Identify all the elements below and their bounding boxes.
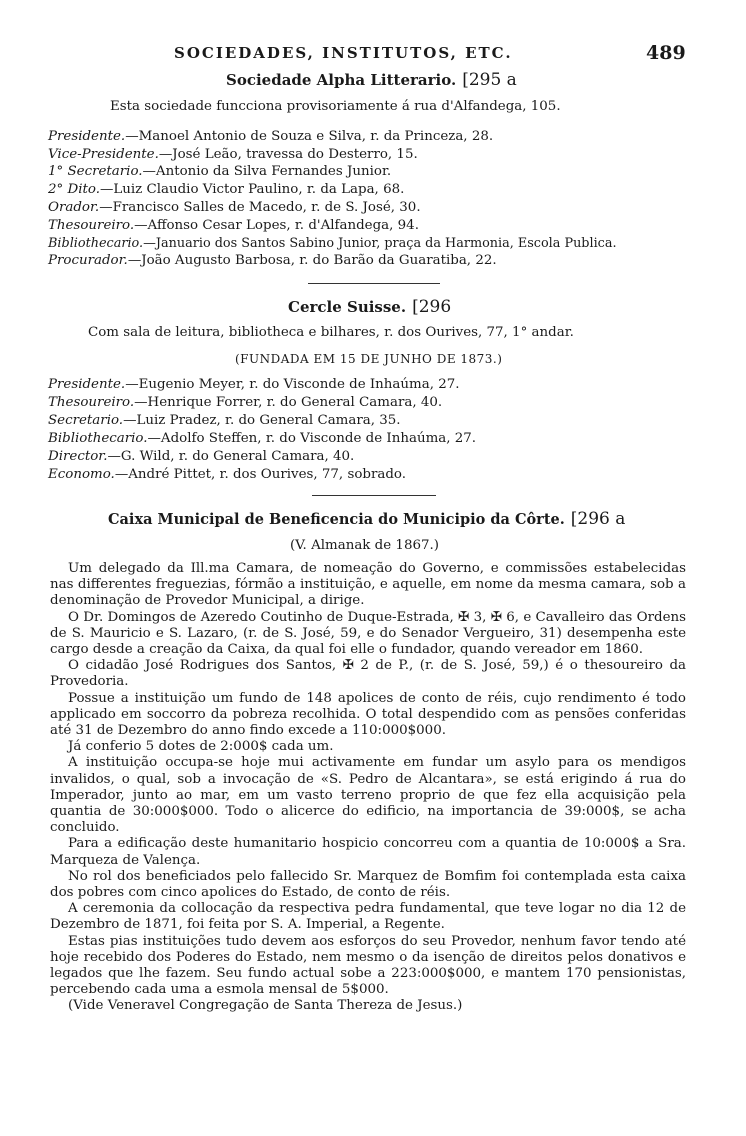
caixa-paragraph: No rol dos beneficiados pelo fallecido Sr. Marquez de Bomfim foi contemplada esta caixa dos pobres com cinco apolices do Estado, de conto de réis. [50,868,686,901]
alpha-member [48,217,419,235]
caixa-body [50,561,686,1106]
member-details: —Luiz Claudio Victor Paulino, r. da Lapa, 68. [99,182,405,197]
member-role: 1° Secretario. [48,164,143,179]
member-role: Secretario. [48,413,124,428]
alpha-member [48,235,617,253]
member-details: —João Augusto Barbosa, r. do Barão da Guaratiba, 22. [127,253,497,268]
member-role: Thesoureiro. [48,395,135,410]
caixa-paragraph: O cidadão José Rodrigues dos Santos, ✠ 2 de P., (r. de S. José, 59,) é o thesoureiro da Provedoria. [50,658,686,690]
suisse-ref: [296 [412,297,452,317]
alpha-member [48,128,493,146]
member-role: Bibliothecario. [48,236,144,251]
member-details: —André Pittet, r. dos Ourives, 77, sobrado. [114,467,406,482]
member-details: —Francisco Salles de Macedo, r. de S. José, 30. [99,200,421,215]
member-role: Bibliothecario. [48,431,148,446]
suisse-member [48,394,442,412]
member-details: —Januario dos Santos Sabino Junior, praça da Harmonia, Escola Publica. [143,236,617,251]
suisse-member [48,466,406,484]
member-role: Economo. [48,467,115,482]
page-number: 489 [646,42,686,64]
member-role: Procurador. [48,253,128,268]
suisse-member [48,376,460,394]
member-details: —Antonio da Silva Fernandes Junior. [142,164,392,179]
member-role: 2° Dito. [48,182,100,197]
member-details: —Eugenio Meyer, r. do Visconde de Inhaúma, 27. [125,377,460,392]
suisse-member [48,448,354,466]
caixa-title: Caixa Municipal de Beneficencia do Municipio da Côrte. [108,511,565,528]
member-details: —Adolfo Steffen, r. do Visconde de Inhaúma, 27. [147,431,477,446]
alpha-ref: [295 a [462,70,517,90]
member-role: Vice-Presidente. [48,147,159,162]
member-details: —Manoel Antonio de Souza e Silva, r. da Princeza, 28. [125,129,494,144]
caixa-source: (V. Almanak de 1867.) [290,538,439,553]
caixa-paragraph: Já conferio 5 dotes de 2:000$ cada um. [68,739,334,755]
alpha-member [48,163,391,181]
member-role: Orador. [48,200,100,215]
section-divider [308,283,440,284]
suisse-founded: (FUNDADA EM 15 DE JUNHO DE 1873.) [235,352,503,366]
caixa-ref: [296 a [570,509,626,529]
section-divider [312,495,436,496]
member-details: —Luiz Pradez, r. do General Camara, 35. [123,413,401,428]
caixa-paragraph: Para a edificação deste humanitario hospicio concorreu com a quantia de 10:000$ a Sra. Marqueza de Valença. [50,836,686,868]
suisse-intro: Com sala de leitura, bibliotheca e bilhares, r. dos Ourives, 77, 1° andar. [88,325,574,340]
member-role: Presidente. [48,377,126,392]
caixa-paragraph: (Vide Veneravel Congregação de Santa Thereza de Jesus.) [68,998,463,1014]
suisse-section-title [288,297,451,317]
suisse-member [48,430,476,448]
suisse-member [48,412,401,430]
caixa-paragraph: A instituição occupa-se hoje mui activamente em fundar um asylo para os mendigos invalidos, o qual, sob a invocação de «S. Pedro de Alcantara», se está erigindo á rua do Imperador, junto ao mar, em um vasto terreno proprio de que fez ella acquisição pela quantia de 30:000$000. Todo o alicerce do edificio, na importancia de 39:000$, se acha concluido. [50,755,686,836]
member-role: Thesoureiro. [48,218,135,233]
alpha-member [48,252,497,270]
member-role: Presidente. [48,129,126,144]
member-role: Director. [48,449,108,464]
alpha-intro: Esta sociedade funcciona provisoriamente á rua d'Alfandega, 105. [110,99,561,114]
running-head: SOCIEDADES, INSTITUTOS, ETC. [174,44,513,62]
alpha-title: Sociedade Alpha Litterario. [226,71,457,89]
caixa-paragraph: Possue a instituição um fundo de 148 apolices de conto de réis, cujo rendimento é todo applicado em soccorro da pobreza recolhida. O total despendido com as pensões conferidas até 31 de Dezembro do anno findo excede a 110:000$000. [50,690,686,739]
member-details: —G. Wild, r. do General Camara, 40. [107,449,355,464]
alpha-member [48,146,418,164]
caixa-paragraph: Estas pias instituições tudo devem aos esforços do seu Provedor, nenhum favor tendo até hoje recebido dos Poderes do Estado, nem mesmo o da isenção de direitos pelos donativos e legados que lhe fazem. Seu fundo actual sobe a 223:000$000, e mantem 170 pensionistas, percebendo cada uma a esmola mensal de 5$000. [50,933,686,998]
caixa-paragraph: A ceremonia da collocação da respectiva pedra fundamental, que teve logar no dia 12 de Dezembro de 1871, foi feita por S. A. Imperial, a Regente. [50,901,686,933]
member-details: —José Leão, travessa do Desterro, 15. [158,147,418,162]
caixa-section-title [108,509,625,529]
member-details: —Affonso Cesar Lopes, r. d'Alfandega, 94. [134,218,419,233]
alpha-member [48,181,404,199]
caixa-paragraph: O Dr. Domingos de Azeredo Coutinho de Duque-Estrada, ✠ 3, ✠ 6, e Cavalleiro das Ordens de S. Mauricio e S. Lazaro, (r. de S. José, 59, e do Senador Vergueiro, 31) desempenha este cargo desde a creação da Caixa, da qual foi elle o fundador, quando vereador em 1860. [50,609,686,658]
alpha-section-title [226,70,517,90]
caixa-paragraph: Um delegado da Ill.ma Camara, de nomeação do Governo, e commissões estabelecidas nas differentes freguezias, fórmão a instituição, e aquelle, em nome da mesma camara, sob a denominação de Provedor Municipal, a dirige. [50,561,686,609]
alpha-member [48,199,421,217]
member-details: —Henrique Forrer, r. do General Camara, 40. [134,395,443,410]
suisse-title: Cercle Suisse. [288,298,407,316]
